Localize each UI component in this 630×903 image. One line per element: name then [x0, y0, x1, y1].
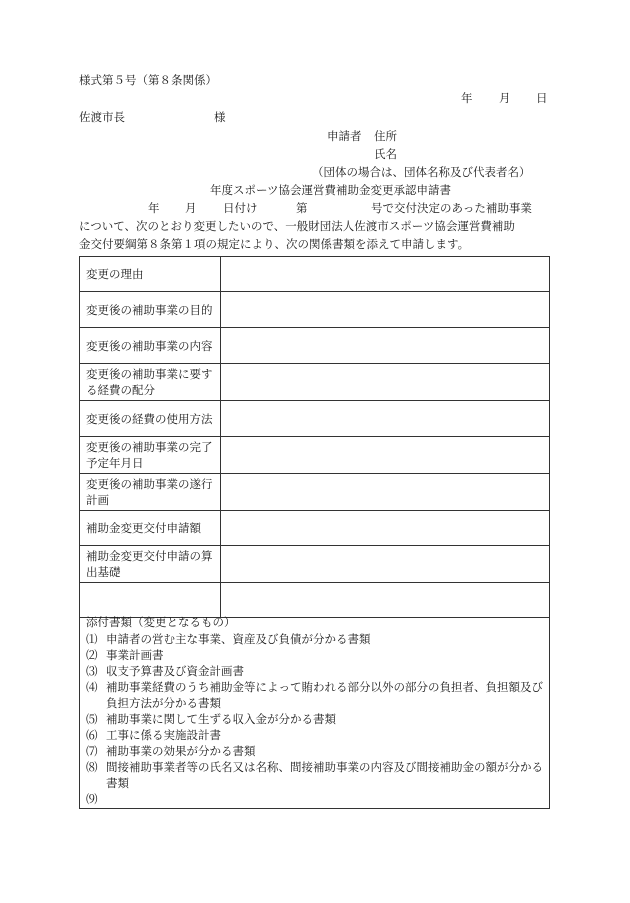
date-year-label: 年 [461, 91, 473, 105]
applicant-name-label: 氏名 [374, 147, 397, 161]
attachment-item [86, 647, 543, 663]
attachment-number: ⑴ [86, 632, 98, 646]
ref-number-rest: 号で交付決定のあった補助事業 [371, 201, 532, 215]
form-number: 様式第５号（第８条関係） [79, 73, 217, 87]
table-row [80, 364, 550, 401]
attachment-item [86, 791, 543, 807]
applicant-group-note: （団体の場合は、団体名称及び代表者名） [312, 165, 531, 179]
attachment-number: ⑷ [86, 680, 98, 694]
attachment-text: 補助事業経費のうち補助金等によって賄われる部分以外の部分の負担者、負担額及び負担方法が分かる書類 [106, 680, 543, 710]
ref-number-prefix: 第 [296, 201, 308, 215]
attachment-number: ⑻ [86, 760, 98, 774]
attachment-text: 申請者の営む主な事業、資産及び負債が分かる書類 [106, 632, 371, 646]
row-label: 補助金変更交付申請額 [80, 511, 221, 546]
body-line-3: 金交付要綱第８条第１項の規定により、次の関係書類を添えて申請します。 [79, 237, 470, 251]
row-value-field[interactable] [221, 437, 550, 474]
row-label: 変更後の経費の使用方法 [80, 401, 221, 437]
attachment-item [86, 679, 543, 711]
attachment-item [86, 727, 543, 743]
row-label: 変更後の補助事業の完了予定年月日 [80, 437, 221, 474]
attachment-number: ⑺ [86, 744, 98, 758]
table-row [80, 257, 550, 292]
row-label: 変更後の補助事業の内容 [80, 328, 221, 364]
row-label: 変更の理由 [80, 257, 221, 292]
attachment-item [86, 743, 543, 759]
row-value-field[interactable] [221, 546, 550, 583]
attachment-text: 事業計画書 [106, 648, 164, 662]
attachment-text [106, 791, 543, 807]
addressee-honorific: 様 [214, 110, 226, 124]
ref-day-label: 日付け [223, 201, 258, 215]
table-row [80, 511, 550, 546]
row-value-field[interactable] [221, 328, 550, 364]
row-label: 変更後の補助事業に要する経費の配分 [80, 364, 221, 401]
row-value-field[interactable] [221, 292, 550, 328]
attachment-number: ⑼ [86, 792, 98, 806]
table-row [80, 546, 550, 583]
attachment-item [86, 663, 543, 679]
table-row [80, 292, 550, 328]
application-table [79, 256, 550, 618]
attachment-text: 間接補助事業者等の氏名又は名称、間接補助事業の内容及び間接補助金の額が分かる書類 [106, 760, 543, 790]
row-value-field[interactable] [221, 474, 550, 511]
row-label: 補助金変更交付申請の算出基礎 [80, 546, 221, 583]
row-value-field[interactable] [221, 401, 550, 437]
attachment-text: 収支予算書及び資金計画書 [106, 664, 244, 678]
applicant-address-label: 住所 [374, 129, 397, 143]
ref-month-label: 月 [185, 201, 197, 215]
attachment-item [86, 711, 543, 727]
body-line-2: について、次のとおり変更したいので、一般財団法人佐渡市スポーツ協会運営費補助 [79, 219, 515, 233]
attachment-item [86, 631, 543, 647]
table-row [80, 401, 550, 437]
attachments-section [79, 611, 550, 809]
row-value-field[interactable] [221, 364, 550, 401]
row-value-field[interactable] [221, 511, 550, 546]
date-day-label: 日 [536, 91, 548, 105]
attachment-number: ⑹ [86, 728, 98, 742]
table-row [80, 474, 550, 511]
attachment-number: ⑵ [86, 648, 98, 662]
document-title: 年度スポーツ協会運営費補助金変更承認申請書 [210, 183, 452, 197]
attachment-text: 補助事業に関して生ずる収入金が分かる書類 [106, 712, 336, 726]
table-row [80, 328, 550, 364]
attachment-number: ⑸ [86, 712, 98, 726]
row-value-field[interactable] [221, 257, 550, 292]
attachment-text: 補助事業の効果が分かる書類 [106, 744, 256, 758]
applicant-role: 申請者 [327, 129, 362, 143]
row-label: 変更後の補助事業の遂行計画 [80, 474, 221, 511]
attachment-item [86, 759, 543, 791]
addressee-mayor: 佐渡市長 [79, 110, 125, 124]
row-label: 変更後の補助事業の目的 [80, 292, 221, 328]
attachment-text: 工事に係る実施設計書 [106, 728, 221, 742]
ref-year-label: 年 [148, 201, 160, 215]
date-month-label: 月 [499, 91, 511, 105]
attachment-number: ⑶ [86, 664, 98, 678]
table-row [80, 437, 550, 474]
attachments-title: 添付書類（変更となるもの） [86, 615, 236, 629]
